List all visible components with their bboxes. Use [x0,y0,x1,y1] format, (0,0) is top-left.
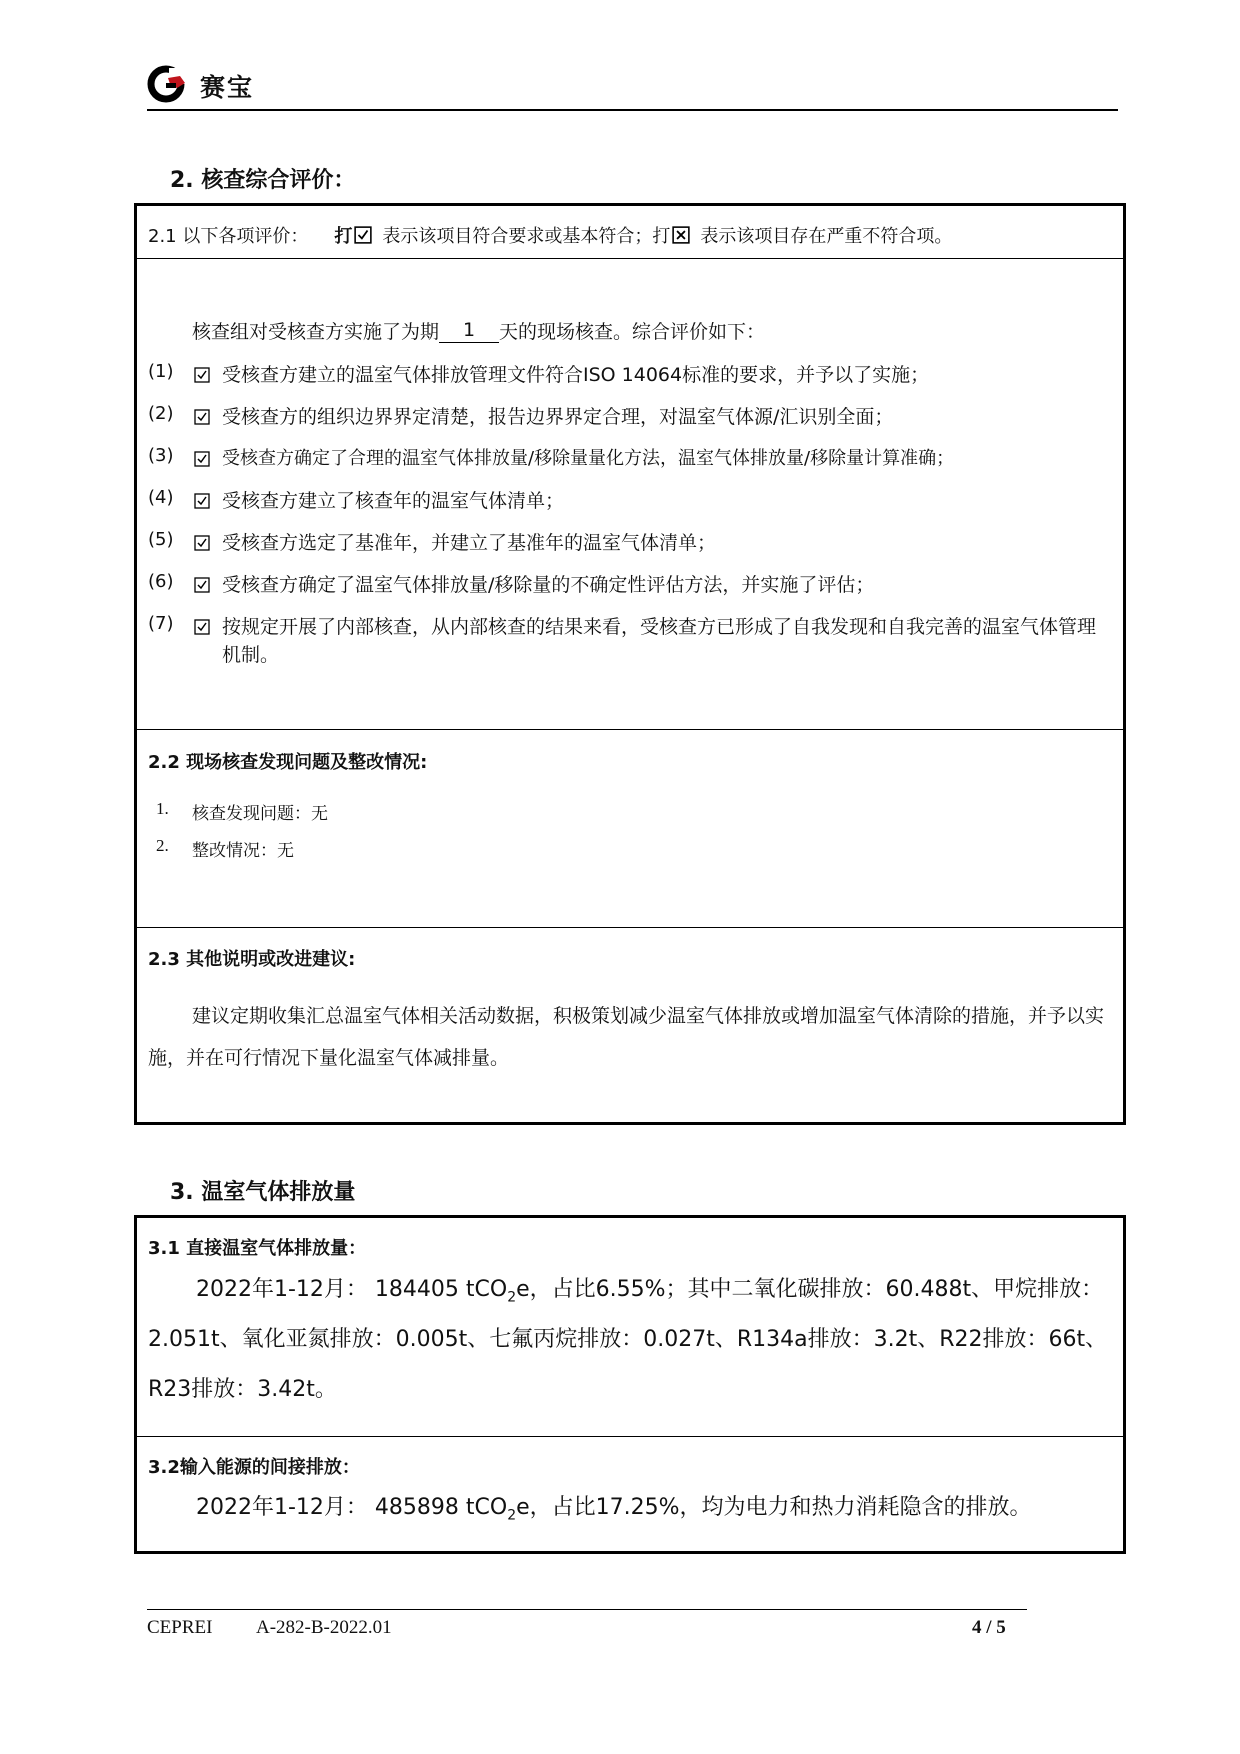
footer-doc-code: A-282-B-2022.01 [256,1617,392,1638]
onsite-intro [192,318,765,346]
item-text: 受核查方的组织边界界定清楚，报告边界界定合理，对温室气体源/汇识别全面； [222,406,894,428]
intro-after: 天的现场核查。综合评价如下： [499,321,766,343]
divider [136,258,1124,259]
subsection-3-2-title: 3.2输入能源的间接排放： [148,1457,360,1478]
check-icon [194,535,210,551]
list-item [148,487,1118,515]
brand-name: 赛宝 [200,73,255,102]
item-number: (3) [148,445,174,466]
section-3-title: 3. 温室气体排放量 [170,1180,356,1205]
subsection-2-2-title: 2.2 现场核查发现问题及整改情况: [148,752,428,773]
header-rule [147,109,1118,111]
direct-emission-line [196,1265,1103,1322]
item-text: 受核查方建立的温室气体排放管理文件符合ISO 14064标准的要求，并予以了实施； [222,364,930,386]
divider [136,927,1124,928]
direct-emission-text: e，占比6.55%；其中二氧化碳排放：60.488t、甲烷排放： [516,1277,1104,1302]
list-item [148,403,1118,431]
subscript: 2 [507,1507,517,1524]
indirect-emission-text: 2022年1-12月： 485898 tCO [196,1495,508,1520]
footer-rule [147,1609,1027,1610]
item-number: 1. [156,799,169,818]
footer-org: CEPREI [147,1617,213,1638]
item-number: (6) [148,571,174,592]
indirect-emission-text: e，占比17.25%，均为电力和热力消耗隐含的排放。 [516,1495,1032,1520]
item-number: (1) [148,361,174,382]
section-2-title: 2. 核查综合评价： [170,168,356,193]
list-item [148,613,1118,669]
item-number: (7) [148,613,174,634]
evaluation-legend [148,222,952,248]
check-icon [194,619,210,635]
direct-emission-line: 2.051t、氧化亚氮排放：0.005t、七氟丙烷排放：0.027t、R134a排放：3.2t、R22排放：66t、 [148,1327,1108,1352]
check-icon [194,577,210,593]
subscript: 2 [507,1289,517,1306]
list-item [148,445,1118,473]
item-text: 受核查方选定了基准年，并建立了基准年的温室气体清单； [222,532,717,554]
page-number: 4 / 5 [972,1617,1006,1638]
crossed-box-icon [672,226,690,244]
direct-emission-text: 2022年1-12月： 184405 tCO [196,1277,508,1302]
legend-tail: 表示该项目存在严重不符合项。 [700,226,953,247]
item-text: 按规定开展了内部核查，从内部核查的结果来看，受核查方已形成了自我发现和自我完善的温室气体管理机制。 [222,616,1097,666]
divider [136,1436,1124,1437]
check-icon [194,493,210,509]
list-item [148,529,1118,557]
item-text: 受核查方确定了合理的温室气体排放量/移除量量化方法，温室气体排放量/移除量计算准确； [222,448,955,469]
check-icon [194,367,210,383]
intro-before: 核查组对受核查方实施了为期 [192,321,440,343]
legend-mark: 打 [334,226,353,247]
item-text: 整改情况：无 [192,841,294,860]
check-icon [194,451,210,467]
cepri-logo-icon [147,64,187,104]
item-text: 核查发现问题：无 [192,804,328,823]
list-item [148,571,1118,599]
item-number: (5) [148,529,174,550]
improvement-suggestion: 建议定期收集汇总温室气体相关活动数据，积极策划减少温室气体排放或增加温室气体清除的措施，并予以实施，并在可行情况下量化温室气体减排量。 [148,1005,1105,1069]
indirect-emission-line [196,1483,1032,1540]
list-item [148,361,1118,389]
legend-prefix: 2.1 以下各项评价： [148,226,309,247]
list-item [156,799,328,824]
subsection-3-1-title: 3.1 直接温室气体排放量： [148,1238,367,1259]
direct-emission-line: R23排放：3.42t。 [148,1377,337,1402]
check-icon [194,409,210,425]
legend-middle: 表示该项目符合要求或基本符合；打 [382,226,671,247]
list-item [156,836,294,861]
item-number: (2) [148,403,174,424]
checked-box-icon [354,226,372,244]
item-number: (4) [148,487,174,508]
item-text: 受核查方建立了核查年的温室气体清单； [222,490,565,512]
divider [136,729,1124,730]
item-text: 受核查方确定了温室气体排放量/移除量的不确定性评估方法，并实施了评估； [222,574,875,596]
subsection-2-3-title: 2.3 其他说明或改进建议: [148,949,356,970]
days-value: 1 [439,318,499,343]
item-number: 2. [156,836,169,855]
